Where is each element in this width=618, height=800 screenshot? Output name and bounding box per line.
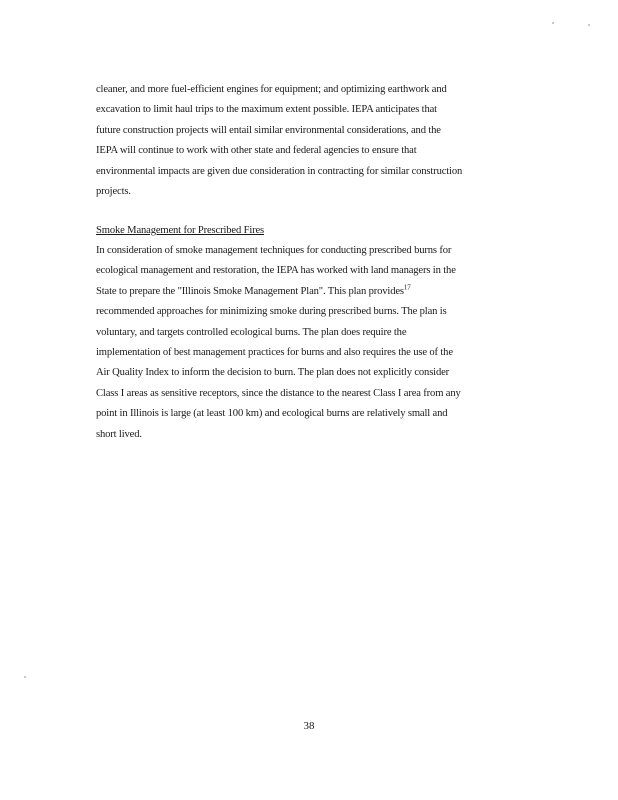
footnote-marker: 17 [403,283,411,292]
text-line: environmental impacts are given due consideration in contracting for similar construction [96,165,463,177]
text-line: cleaner, and more fuel-efficient engines for equipment; and optimizing earthwork and [96,84,447,95]
text-line-segment: State to prepare the "Illinois Smoke Management Plan". This plan provides [96,285,404,297]
scan-speck [24,676,26,678]
text-line: implementation of best management practices for burns and also requires the use of the [96,346,453,358]
text-line: voluntary, and targets controlled ecological burns. The plan does require the [96,326,407,338]
text-line: future construction projects will entail similar environmental considerations, and the [96,124,441,136]
page-number: 38 [303,720,315,732]
text-line: recommended approaches for minimizing smoke during prescribed burns. The plan is [96,306,447,318]
text-line-with-footnote [96,282,532,302]
text-line: In consideration of smoke management techniques for conducting prescribed burns for [96,245,452,256]
text-line: projects. [96,185,131,197]
paragraph-smoke-management [96,241,532,445]
scan-speck [552,22,554,24]
text-line: ecological management and restoration, the IEPA has worked with land managers in the [96,265,456,277]
paragraph-construction [96,80,532,202]
text-line: point in Illinois is large (at least 100 km) and ecological burns are relatively small and [96,408,448,420]
text-line: IEPA will continue to work with other state and federal agencies to ensure that [96,145,417,157]
text-line: short lived. [96,428,142,440]
scan-speck [588,24,590,26]
section-heading: Smoke Management for Prescribed Fires [96,225,265,236]
text-line: Class I areas as sensitive receptors, since the distance to the nearest Class I area from any [96,387,461,399]
text-line: Air Quality Index to inform the decision to burn. The plan does not explicitly consider [96,367,450,379]
text-line: excavation to limit haul trips to the maximum extent possible. IEPA anticipates that [96,104,437,116]
